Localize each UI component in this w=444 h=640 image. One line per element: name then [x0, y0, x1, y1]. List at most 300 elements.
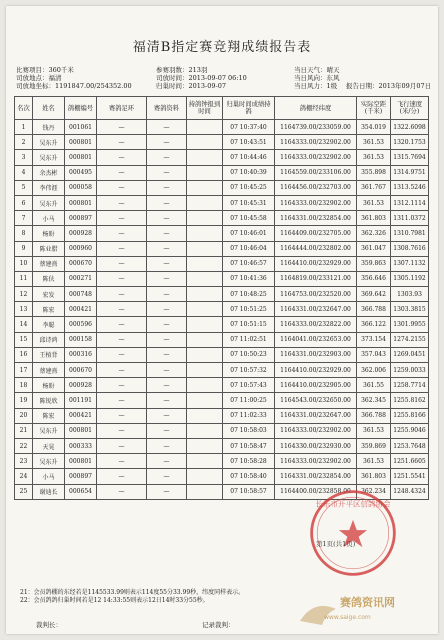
cell-return-time: 07 11:02:51 — [223, 332, 275, 347]
cell-coords: 1164400.00/232858.00 — [275, 484, 357, 499]
cell-ring: — — [97, 256, 147, 271]
cell-distance: 361.767 — [357, 180, 391, 195]
cell-coords: 1164456.00/232703.00 — [275, 180, 357, 195]
cell-bird-info: — — [147, 150, 187, 165]
cell-ring: — — [97, 135, 147, 150]
watermark-name: 赛鸽资讯网 — [340, 596, 395, 609]
cell-clock-time — [187, 180, 223, 195]
cell-rank: 19 — [15, 393, 33, 408]
cell-distance: 361.803 — [357, 211, 391, 226]
cell-ring: — — [97, 363, 147, 378]
recorder-label: 记录裁判： — [202, 621, 235, 629]
cell-speed: 1255.8162 — [391, 393, 429, 408]
cell-return-time: 07 10:37:40 — [223, 120, 275, 135]
cell-rank: 8 — [15, 226, 33, 241]
cell-rank: 18 — [15, 378, 33, 393]
cell-coords: 1164543.00/232650.00 — [275, 393, 357, 408]
cell-bird-info: — — [147, 408, 187, 423]
cell-distance: 366.122 — [357, 317, 391, 332]
cell-distance: 361.53 — [357, 135, 391, 150]
cell-name: 吴东升 — [33, 195, 65, 210]
cell-coords: 1164331.00/232854.00 — [275, 211, 357, 226]
cell-bird-info: — — [147, 211, 187, 226]
cell-coords: 1164330.00/232930.00 — [275, 438, 357, 453]
cell-name: 蔡建熹 — [33, 363, 65, 378]
page-number: 第1页(共1页) — [316, 540, 356, 548]
official-stamp — [306, 486, 400, 580]
cell-distance: 362.006 — [357, 363, 391, 378]
cell-rank: 24 — [15, 469, 33, 484]
cell-name: 吴东升 — [33, 135, 65, 150]
header-loft-no: 鸽棚编号 — [65, 97, 97, 120]
cell-rank: 1 — [15, 120, 33, 135]
referee-label: 裁判长： — [36, 621, 62, 629]
cell-return-time: 07 10:44:46 — [223, 150, 275, 165]
cell-distance: 359.863 — [357, 256, 391, 271]
cell-name: 吴东升 — [33, 150, 65, 165]
cell-coords: 1164410.00/232905.00 — [275, 378, 357, 393]
cell-coords: 1164753.00/232520.00 — [275, 287, 357, 302]
cell-loft-no: 000596 — [65, 317, 97, 332]
cell-name: 陈业腊 — [33, 241, 65, 256]
cell-ring: — — [97, 438, 147, 453]
table-row — [15, 332, 429, 347]
cell-coords: 1164333.00/232822.00 — [275, 317, 357, 332]
cell-bird-info: — — [147, 241, 187, 256]
cell-bird-info: — — [147, 423, 187, 438]
cell-loft-no: 000748 — [65, 287, 97, 302]
cell-return-time: 07 10:51:15 — [223, 317, 275, 332]
cell-distance: 361.53 — [357, 195, 391, 210]
cell-name: 杨盼 — [33, 226, 65, 241]
cell-bird-info: — — [147, 135, 187, 150]
cell-speed: 1308.7616 — [391, 241, 429, 256]
header-clock-time: 持鸽钟报到时间 — [187, 97, 223, 120]
cell-loft-no: 000058 — [65, 180, 97, 195]
cell-coords: 1164331.00/232854.00 — [275, 469, 357, 484]
results-table — [14, 96, 429, 500]
cell-bird-info: — — [147, 302, 187, 317]
cell-speed: 1258.7714 — [391, 378, 429, 393]
meta-basket-place: 司放地点：福清 — [16, 74, 62, 82]
cell-return-time: 07 10:46:01 — [223, 226, 275, 241]
cell-rank: 22 — [15, 438, 33, 453]
report-sheet — [6, 6, 438, 634]
cell-name: 宏发 — [33, 287, 65, 302]
cell-clock-time — [187, 211, 223, 226]
cell-loft-no: 000333 — [65, 438, 97, 453]
cell-speed: 1303.93 — [391, 287, 429, 302]
cell-ring: — — [97, 454, 147, 469]
cell-loft-no: 000158 — [65, 332, 97, 347]
cell-name: 陈宏 — [33, 302, 65, 317]
cell-clock-time — [187, 484, 223, 499]
cell-rank: 11 — [15, 271, 33, 286]
cell-return-time: 07 10:48:25 — [223, 287, 275, 302]
cell-clock-time — [187, 438, 223, 453]
cell-clock-time — [187, 195, 223, 210]
table-row — [15, 195, 429, 210]
watermark-url: www.saige.com — [324, 614, 371, 621]
header-speed: 飞行速度(米/分) — [391, 97, 429, 120]
cell-name: 李伟涯 — [33, 180, 65, 195]
cell-bird-info: — — [147, 180, 187, 195]
cell-return-time: 07 10:58:57 — [223, 484, 275, 499]
cell-speed: 1313.5246 — [391, 180, 429, 195]
cell-name: 李聪 — [33, 317, 65, 332]
cell-rank: 3 — [15, 150, 33, 165]
meta-release-coords: 司放地坐标：1191847.00/254352.00 — [16, 82, 132, 90]
cell-ring: — — [97, 150, 147, 165]
cell-bird-info: — — [147, 271, 187, 286]
cell-rank: 4 — [15, 165, 33, 180]
header-name: 姓名 — [33, 97, 65, 120]
cell-bird-info: — — [147, 438, 187, 453]
table-row — [15, 469, 429, 484]
cell-clock-time — [187, 271, 223, 286]
cell-return-time: 07 10:45:25 — [223, 180, 275, 195]
cell-name: 王植背 — [33, 347, 65, 362]
cell-coords: 1164739.00/233059.00 — [275, 120, 357, 135]
cell-distance: 361.047 — [357, 241, 391, 256]
table-row — [15, 287, 429, 302]
cell-speed: 1305.1192 — [391, 271, 429, 286]
cell-distance: 362.326 — [357, 226, 391, 241]
cell-speed: 1312.1114 — [391, 195, 429, 210]
cell-bird-info: — — [147, 469, 187, 484]
cell-rank: 21 — [15, 423, 33, 438]
cell-rank: 9 — [15, 241, 33, 256]
cell-distance: 355.898 — [357, 165, 391, 180]
cell-return-time: 07 10:46:57 — [223, 256, 275, 271]
cell-name: 小马 — [33, 211, 65, 226]
cell-ring: — — [97, 271, 147, 286]
results-body — [15, 120, 429, 500]
cell-return-time: 07 10:40:39 — [223, 165, 275, 180]
cell-loft-no: 000960 — [65, 241, 97, 256]
cell-clock-time — [187, 378, 223, 393]
cell-coords: 1164331.00/232647.00 — [275, 408, 357, 423]
note-2: 22：会员鸽鸽归巢时间若是12 14:33:55则表示12日14时33分55秒。 — [20, 597, 209, 604]
cell-loft-no: 001191 — [65, 393, 97, 408]
cell-loft-no: 001061 — [65, 120, 97, 135]
cell-ring: — — [97, 393, 147, 408]
cell-return-time: 07 10:46:04 — [223, 241, 275, 256]
cell-distance: 366.788 — [357, 408, 391, 423]
cell-distance: 361.53 — [357, 454, 391, 469]
cell-distance: 361.55 — [357, 378, 391, 393]
cell-loft-no: 000897 — [65, 469, 97, 484]
cell-bird-info: — — [147, 378, 187, 393]
cell-coords: 1164333.00/232902.00 — [275, 454, 357, 469]
cell-ring: — — [97, 211, 147, 226]
cell-loft-no: 000271 — [65, 271, 97, 286]
cell-name: 吴东升 — [33, 423, 65, 438]
cell-coords: 1164410.00/232929.00 — [275, 256, 357, 271]
table-row — [15, 378, 429, 393]
table-row — [15, 271, 429, 286]
cell-loft-no: 000421 — [65, 302, 97, 317]
report-title: 福清B指定赛竞翔成绩报告表 — [132, 40, 312, 55]
cell-bird-info: — — [147, 226, 187, 241]
table-row — [15, 120, 429, 135]
cell-clock-time — [187, 363, 223, 378]
cell-name: 邱诗鸿 — [33, 332, 65, 347]
cell-ring: — — [97, 317, 147, 332]
cell-loft-no: 000801 — [65, 135, 97, 150]
cell-coords: 1164333.00/232902.00 — [275, 195, 357, 210]
cell-return-time: 07 10:58:03 — [223, 423, 275, 438]
cell-return-time: 07 10:58:40 — [223, 469, 275, 484]
table-row — [15, 302, 429, 317]
cell-speed: 1314.9751 — [391, 165, 429, 180]
cell-clock-time — [187, 408, 223, 423]
cell-speed: 1322.6098 — [391, 120, 429, 135]
cell-bird-info: — — [147, 363, 187, 378]
cell-return-time: 07 10:43:51 — [223, 135, 275, 150]
cell-clock-time — [187, 393, 223, 408]
cell-loft-no: 000928 — [65, 226, 97, 241]
cell-distance: 362.345 — [357, 393, 391, 408]
table-row — [15, 393, 429, 408]
cell-rank: 25 — [15, 484, 33, 499]
cell-distance: 357.043 — [357, 347, 391, 362]
cell-name: 杨盼 — [33, 378, 65, 393]
cell-speed: 1320.1753 — [391, 135, 429, 150]
header-bird-info: 赛鸽资料 — [147, 97, 187, 120]
cell-ring: — — [97, 241, 147, 256]
cell-return-time: 07 10:50:23 — [223, 347, 275, 362]
header-distance: 实际空距(千米) — [357, 97, 391, 120]
cell-ring: — — [97, 332, 147, 347]
cell-ring: — — [97, 226, 147, 241]
cell-return-time: 07 10:58:28 — [223, 454, 275, 469]
table-row — [15, 150, 429, 165]
cell-name: 陈伕 — [33, 271, 65, 286]
cell-coords: 1164333.00/232902.00 — [275, 150, 357, 165]
table-row — [15, 438, 429, 453]
table-row — [15, 241, 429, 256]
cell-name: 天晃 — [33, 438, 65, 453]
cell-clock-time — [187, 317, 223, 332]
cell-loft-no: 000316 — [65, 347, 97, 362]
meta-return-time: 归巢时间：2013-09-07 — [156, 82, 226, 90]
cell-rank: 2 — [15, 135, 33, 150]
table-row — [15, 226, 429, 241]
cell-loft-no: 000421 — [65, 408, 97, 423]
cell-coords: 1164331.00/232903.00 — [275, 347, 357, 362]
cell-name: 吴东升 — [33, 454, 65, 469]
cell-ring: — — [97, 120, 147, 135]
cell-name: 陈宏 — [33, 408, 65, 423]
cell-ring: — — [97, 408, 147, 423]
cell-return-time: 07 11:00:25 — [223, 393, 275, 408]
cell-bird-info: — — [147, 332, 187, 347]
cell-distance: 356.646 — [357, 271, 391, 286]
table-row — [15, 135, 429, 150]
header-ring: 赛鸽足环 — [97, 97, 147, 120]
cell-speed: 1255.8166 — [391, 408, 429, 423]
cell-ring: — — [97, 484, 147, 499]
cell-loft-no: 000801 — [65, 454, 97, 469]
cell-clock-time — [187, 454, 223, 469]
cell-bird-info: — — [147, 454, 187, 469]
table-row — [15, 211, 429, 226]
cell-clock-time — [187, 469, 223, 484]
cell-clock-time — [187, 347, 223, 362]
cell-clock-time — [187, 150, 223, 165]
cell-coords: 1164559.00/233106.00 — [275, 165, 357, 180]
cell-return-time: 07 10:41:36 — [223, 271, 275, 286]
cell-ring: — — [97, 423, 147, 438]
cell-name: 小马 — [33, 469, 65, 484]
svg-text:长乐市开平区信鸽协会: 长乐市开平区信鸽协会 — [315, 499, 391, 509]
cell-distance: 362.234 — [357, 484, 391, 499]
cell-bird-info: — — [147, 165, 187, 180]
cell-loft-no: 000897 — [65, 211, 97, 226]
note-1: 21：会员鸽棚的东经若是1145533.99则表示114度55分33.99秒，纬度同样表示。 — [20, 589, 245, 596]
meta-race-distance: 比赛项目：360千米 — [16, 66, 74, 74]
cell-return-time: 07 10:45:58 — [223, 211, 275, 226]
cell-coords: 1164410.00/232929.00 — [275, 363, 357, 378]
cell-speed: 1259.0033 — [391, 363, 429, 378]
cell-name: 谢迪长 — [33, 484, 65, 499]
cell-name: 蔡建熹 — [33, 256, 65, 271]
cell-return-time: 07 11:02:33 — [223, 408, 275, 423]
cell-return-time: 07 10:57:32 — [223, 363, 275, 378]
cell-ring: — — [97, 302, 147, 317]
cell-coords: 1164409.00/232705.00 — [275, 226, 357, 241]
cell-name: 余杰彬 — [33, 165, 65, 180]
cell-coords: 1164444.00/232802.00 — [275, 241, 357, 256]
cell-speed: 1251.5541 — [391, 469, 429, 484]
cell-loft-no: 000670 — [65, 363, 97, 378]
cell-speed: 1253.7648 — [391, 438, 429, 453]
cell-return-time: 07 10:57:43 — [223, 378, 275, 393]
cell-ring: — — [97, 180, 147, 195]
table-row — [15, 423, 429, 438]
table-row — [15, 408, 429, 423]
meta-entries: 参赛羽数：213羽 — [156, 66, 208, 74]
cell-distance: 366.788 — [357, 302, 391, 317]
cell-loft-no: 000801 — [65, 195, 97, 210]
cell-loft-no: 000495 — [65, 165, 97, 180]
cell-speed: 1274.2155 — [391, 332, 429, 347]
cell-speed: 1311.0372 — [391, 211, 429, 226]
cell-return-time: 07 10:45:31 — [223, 195, 275, 210]
cell-bird-info: — — [147, 317, 187, 332]
cell-rank: 6 — [15, 195, 33, 210]
table-row — [15, 256, 429, 271]
header-rank: 名次 — [15, 97, 33, 120]
cell-name: 钱丹 — [33, 120, 65, 135]
cell-speed: 1255.9046 — [391, 423, 429, 438]
cell-speed: 1303.3815 — [391, 302, 429, 317]
cell-clock-time — [187, 287, 223, 302]
cell-distance: 361.53 — [357, 423, 391, 438]
cell-bird-info: — — [147, 120, 187, 135]
cell-return-time: 07 10:51:25 — [223, 302, 275, 317]
cell-speed: 1248.4324 — [391, 484, 429, 499]
cell-ring: — — [97, 195, 147, 210]
cell-rank: 14 — [15, 317, 33, 332]
cell-distance: 369.642 — [357, 287, 391, 302]
cell-speed: 1251.6605 — [391, 454, 429, 469]
cell-speed: 1269.0451 — [391, 347, 429, 362]
cell-coords: 1164041.00/232653.00 — [275, 332, 357, 347]
cell-clock-time — [187, 302, 223, 317]
cell-ring: — — [97, 347, 147, 362]
meta-release-time: 司放时间：2013-09-07 06:10 — [156, 74, 247, 82]
cell-clock-time — [187, 120, 223, 135]
cell-rank: 5 — [15, 180, 33, 195]
cell-distance: 373.154 — [357, 332, 391, 347]
cell-loft-no: 000801 — [65, 423, 97, 438]
table-row — [15, 180, 429, 195]
cell-rank: 10 — [15, 256, 33, 271]
cell-speed: 1315.7694 — [391, 150, 429, 165]
cell-ring: — — [97, 469, 147, 484]
cell-coords: 1164331.00/232647.00 — [275, 302, 357, 317]
cell-bird-info: — — [147, 256, 187, 271]
cell-name: 陈锐欣 — [33, 393, 65, 408]
cell-clock-time — [187, 332, 223, 347]
meta-weather: 当日天气：晴天 — [294, 66, 340, 74]
meta-report-date: 报告日期：2013年09月07日 — [346, 82, 432, 90]
cell-speed: 1310.7981 — [391, 226, 429, 241]
cell-ring: — — [97, 287, 147, 302]
table-row — [15, 454, 429, 469]
cell-loft-no: 000928 — [65, 378, 97, 393]
notes — [20, 589, 244, 605]
cell-rank: 7 — [15, 211, 33, 226]
cell-bird-info: — — [147, 287, 187, 302]
cell-loft-no: 000801 — [65, 150, 97, 165]
cell-bird-info: — — [147, 347, 187, 362]
table-header-row — [15, 97, 429, 120]
cell-speed: 1301.9955 — [391, 317, 429, 332]
cell-ring: — — [97, 378, 147, 393]
cell-ring: — — [97, 165, 147, 180]
cell-distance: 361.53 — [357, 150, 391, 165]
header-coords: 鸽棚经纬度 — [275, 97, 357, 120]
cell-distance: 361.803 — [357, 469, 391, 484]
cell-clock-time — [187, 135, 223, 150]
cell-return-time: 07 10:58:47 — [223, 438, 275, 453]
table-row — [15, 165, 429, 180]
cell-rank: 16 — [15, 347, 33, 362]
cell-coords: 1164333.00/232902.00 — [275, 423, 357, 438]
cell-distance: 354.019 — [357, 120, 391, 135]
cell-rank: 23 — [15, 454, 33, 469]
cell-coords: 1164333.00/232902.00 — [275, 135, 357, 150]
cell-clock-time — [187, 165, 223, 180]
cell-rank: 17 — [15, 363, 33, 378]
meta-wind: 当日风向：东风 — [294, 74, 340, 82]
cell-speed: 1307.1132 — [391, 256, 429, 271]
table-row — [15, 363, 429, 378]
table-row — [15, 347, 429, 362]
cell-clock-time — [187, 226, 223, 241]
cell-bird-info: — — [147, 195, 187, 210]
cell-rank: 20 — [15, 408, 33, 423]
cell-clock-time — [187, 256, 223, 271]
cell-rank: 13 — [15, 302, 33, 317]
cell-loft-no: 000670 — [65, 256, 97, 271]
cell-rank: 12 — [15, 287, 33, 302]
header-return-time: 归巢时间成绩持鸽 — [223, 97, 275, 120]
cell-loft-no: 000654 — [65, 484, 97, 499]
